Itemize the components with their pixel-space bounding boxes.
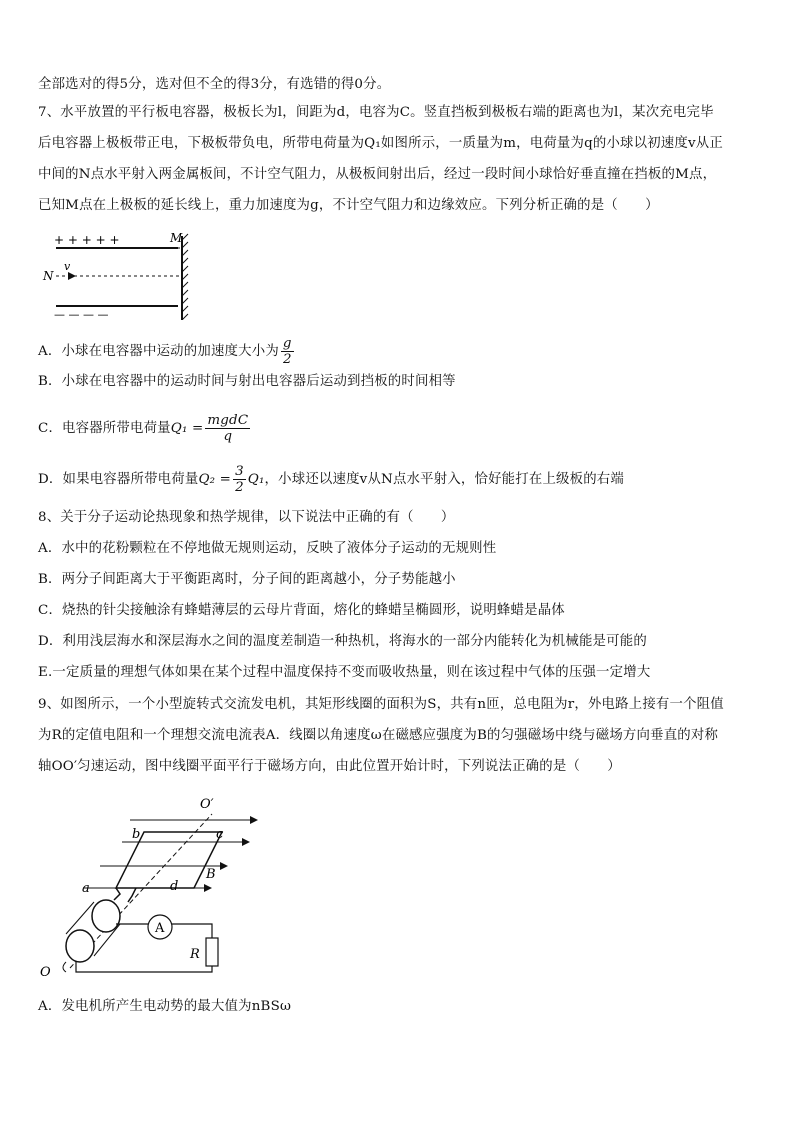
label-v: v (64, 260, 71, 273)
q7-option-a[interactable] (38, 334, 764, 370)
label-m: M (170, 231, 183, 245)
q8-stem: 8、关于分子运动论热现象和热学规律，以下说法中正确的有（ ） (38, 510, 455, 525)
label-n: N (43, 269, 54, 283)
minus-charges: — — — — (54, 308, 109, 320)
q7-option-a-text: A．小球在电容器中运动的加速度大小为 (38, 344, 279, 359)
slip-ring-upper (92, 900, 120, 932)
arrow-icon (68, 272, 76, 280)
label-o-prime: O′ (200, 797, 214, 812)
resistor-label: R (190, 947, 200, 962)
scoring-note: 全部选对的得5分，选对但不全的得3分，有选错的得0分。 (38, 77, 391, 92)
q7-option-b[interactable]: B．小球在电容器中的运动时间与射出电容器后运动到挡板的时间相等 (38, 374, 456, 389)
q8-option-d[interactable]: D．利用浅层海水和深层海水之间的温度差制造一种热机，将海水的一部分内能转化为机械能是可能的 (38, 634, 647, 649)
fraction-g-over-2: $\frac{g}{2}$ (282, 336, 292, 367)
capacitor-figure (40, 228, 200, 320)
q7-stem-line-2: 后电容器上极板带正电，下极板带负电，所带电荷量为Q₁如图所示，一质量为m，电荷量为q的小球以初速度v从正 (38, 136, 723, 151)
q8-option-e[interactable]: E.一定质量的理想气体如果在某个过程中温度保持不变而吸收热量，则在该过程中气体的压强一定增大 (38, 665, 651, 680)
plus-charges: + + + + + (54, 233, 120, 247)
generator-figure (36, 790, 266, 985)
q7-stem-line-4: 已知M点在上极板的延长线上，重力加速度为g，不计空气阻力和边缘效应。下列分析正确的是（ ） (38, 198, 659, 213)
rotation-arrow-icon (63, 962, 66, 972)
fraction-mgdc-over-q: $\frac{\text{mgdC}}{q}$ (207, 413, 249, 444)
q8-option-a[interactable]: A．水中的花粉颗粒在不停地做无规则运动，反映了液体分子运动的无规则性 (38, 541, 497, 556)
q7-option-d[interactable]: D．如果电容器所带电荷量Q₂ = $\frac{3}{2}$ Q₁，小球还以速度v从N点水平射入，恰好能打在上级板的右端 (38, 464, 624, 495)
q9-option-a[interactable]: A．发电机所产生电动势的最大值为nBSω (38, 999, 292, 1014)
resistor-icon (206, 938, 218, 966)
slip-ring-lower (66, 930, 94, 962)
label-b-corner: b (132, 827, 141, 842)
q9-stem-line-1: 9、如图所示，一个小型旋转式交流发电机，其矩形线圈的面积为S，共有n匝，总电阻为r，外电路上接有一个阻值 (38, 697, 724, 712)
q7-option-c[interactable]: C．电容器所带电荷量Q₁ = $\frac{\text{mgdC}}{q}$ (38, 413, 249, 444)
q9-stem-line-2: 为R的定值电阻和一个理想交流电流表A．线圈以角速度ω在磁感应强度为B的匀强磁场中绕与磁场方向垂直的对称 (38, 728, 719, 743)
field-lines (84, 820, 250, 888)
q8-option-b[interactable]: B．两分子间距离大于平衡距离时，分子间的距离越小，分子势能越小 (38, 572, 456, 587)
label-a-corner: a (82, 881, 90, 896)
q7-stem-line-1: 7、水平放置的平行板电容器，极板长为l，间距为d，电容为C。竖直挡板到极板右端的距离也为l，某次充电完毕 (38, 105, 714, 120)
q7-option-c-text: C．电容器所带电荷量 (38, 421, 171, 436)
label-field-b: B (206, 867, 216, 882)
label-d-corner: d (170, 879, 179, 894)
q7-stem-line-3: 中间的N点水平射入两金属板间，不计空气阻力，从极板间射出后，经过一段时间小球恰好垂直撞在挡板的M点， (38, 167, 717, 182)
ammeter-label: A (155, 921, 165, 936)
fraction-3-over-2: $\frac{3}{2}$ (235, 464, 244, 495)
q8-option-c[interactable]: C．烧热的针尖接触涂有蜂蜡薄层的云母片背面，熔化的蜂蜡呈椭圆形，说明蜂蜡是晶体 (38, 603, 565, 618)
q9-stem-line-3: 轴OO′匀速运动，图中线圈平面平行于磁场方向，由此位置开始计时，下列说法正确的是（ ） (38, 759, 621, 774)
label-o: O (40, 965, 51, 980)
label-c-corner: c (216, 827, 224, 842)
